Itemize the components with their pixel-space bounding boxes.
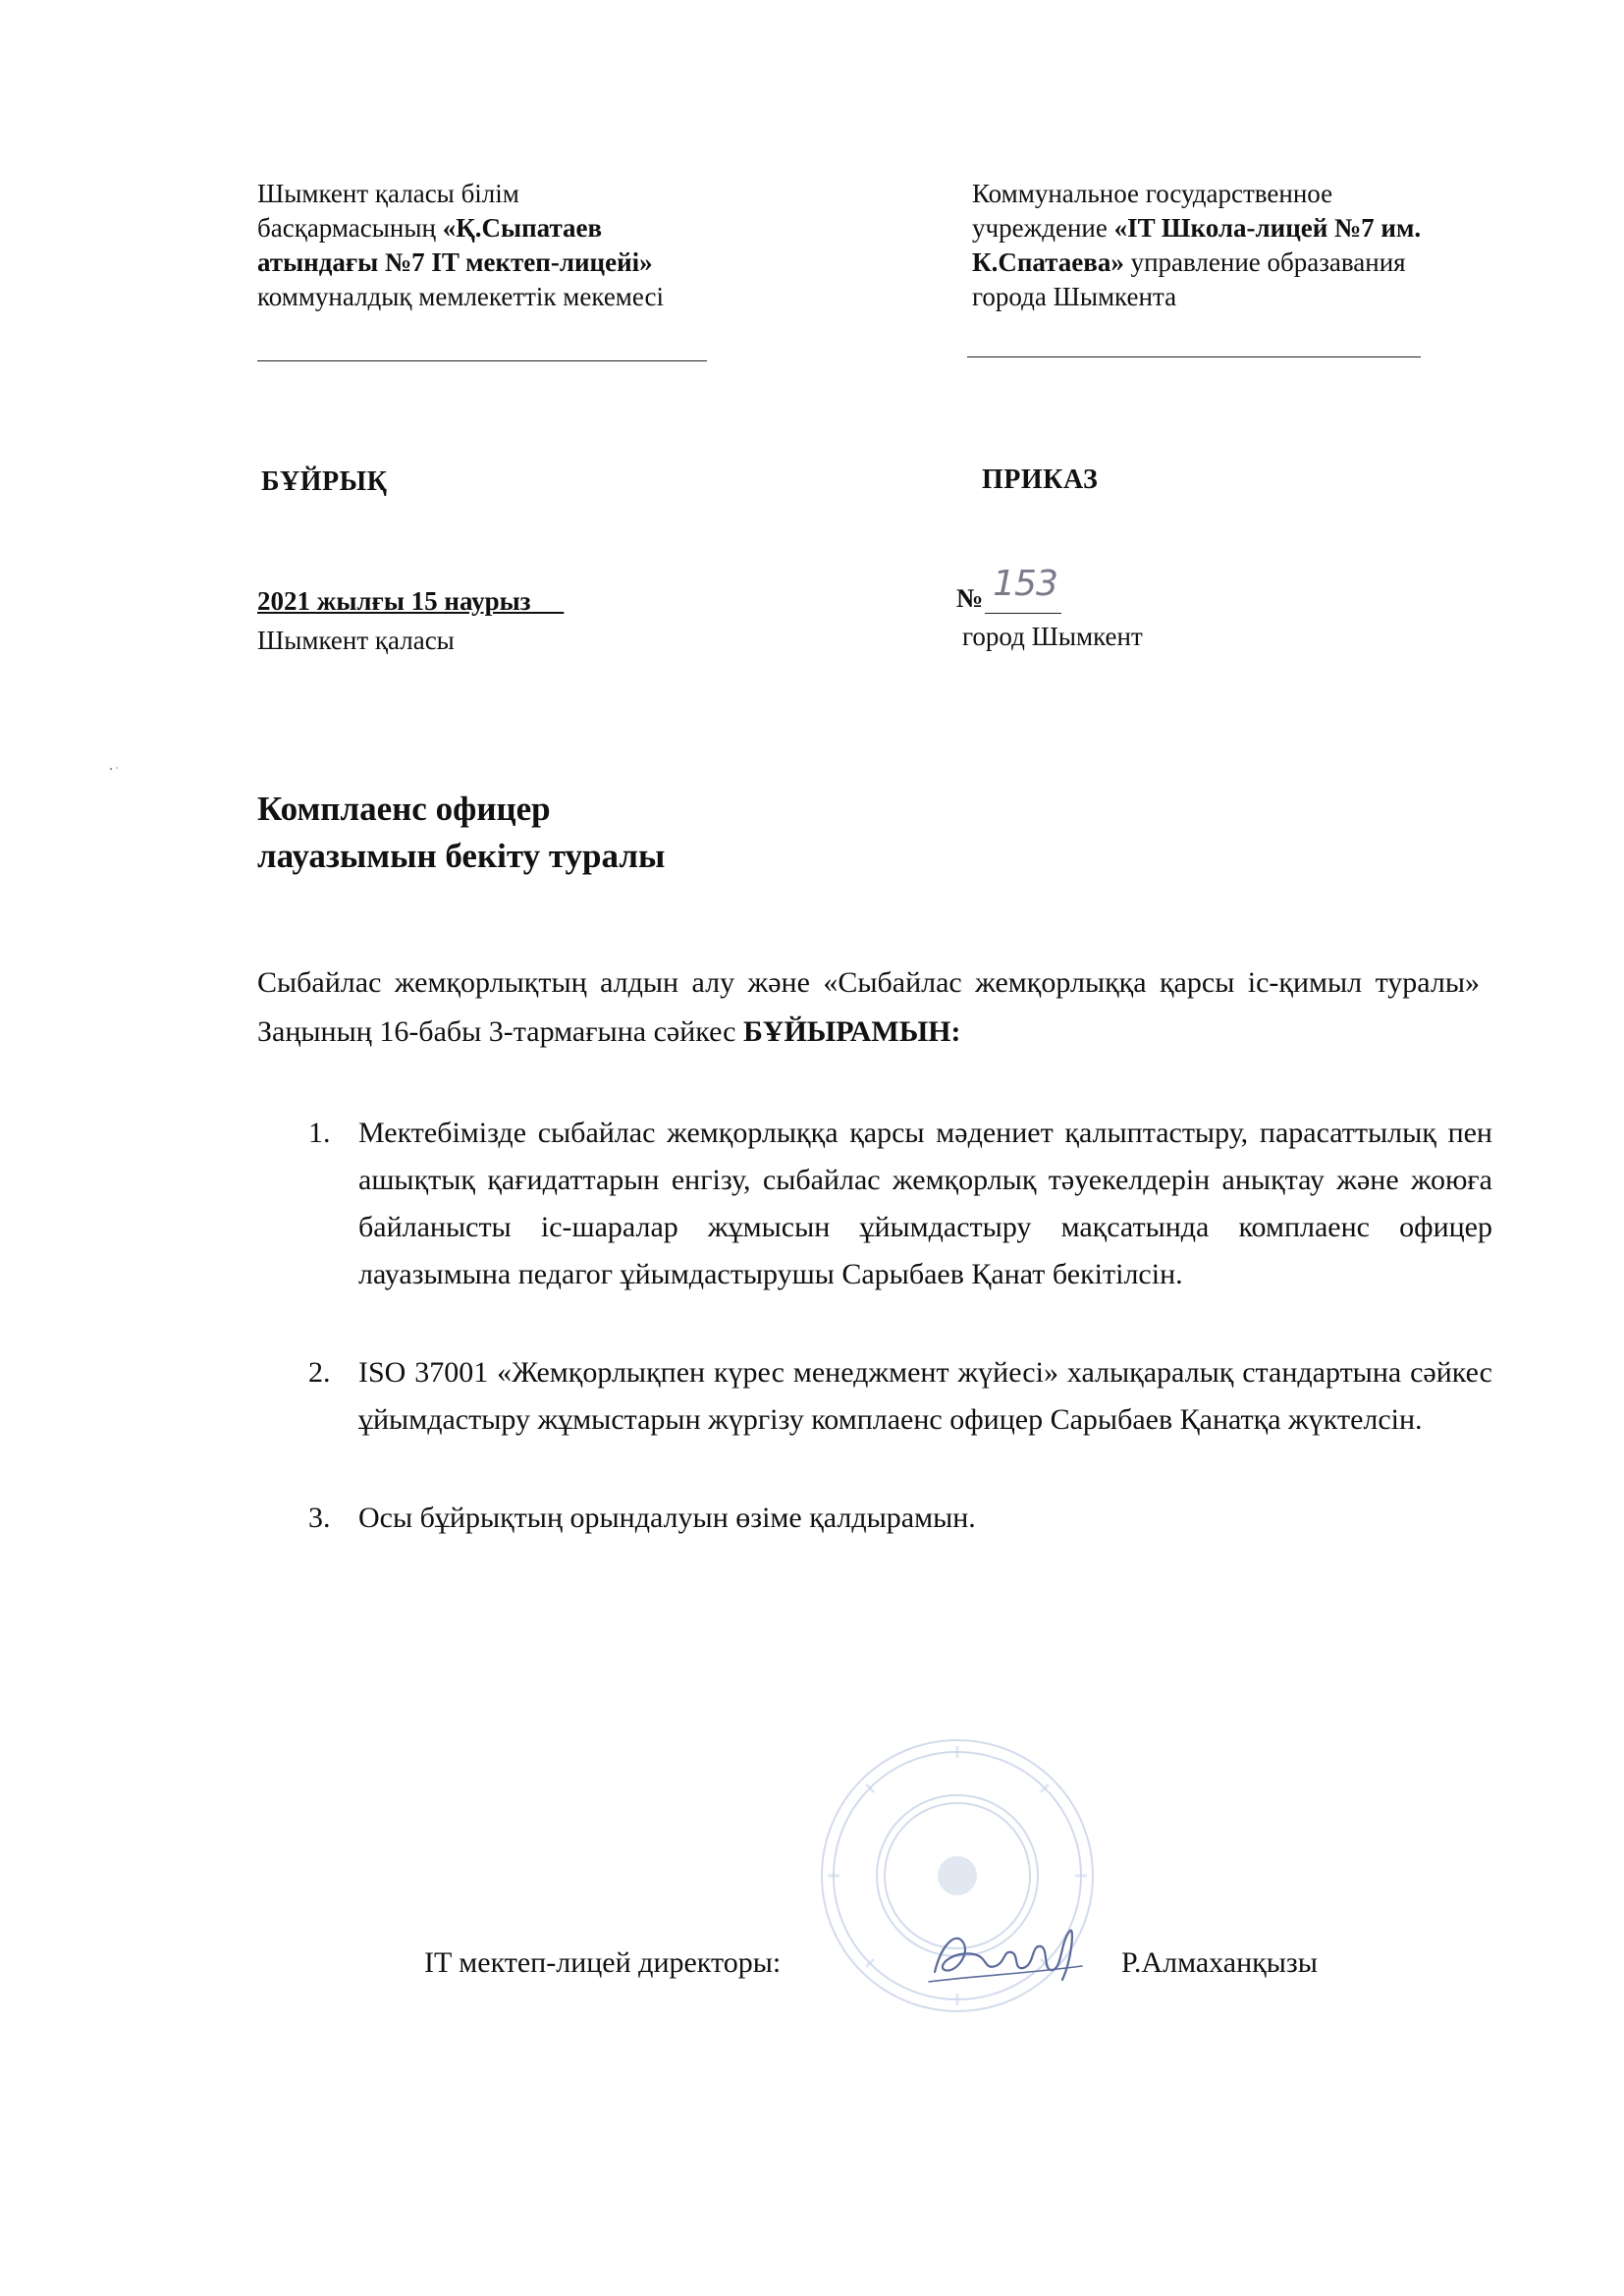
list-item (285, 1495, 1492, 1542)
item-text: Мектебімізде сыбайлас жемқорлыққа қарсы мәдениет қалыптастыру, парасаттылық пен ашықтық қағидаттарын енгізу, сыбайлас жемқорлық тәуекелдерін анықтау және жоюға байланысты іс-шаралар жұмысын ұйымдастыру мақсатында комплаенс офицер лауазымына педагог ұйымдастырушы Сарыбаев Қанат бекітілсін. (358, 1117, 1492, 1290)
header-kk-line4: коммуналдық мемлекеттік мекемесі (257, 282, 665, 311)
city-kk: Шымкент қаласы (257, 626, 455, 655)
header-ru-line3: К.Спатаева» управление образавания (972, 247, 1406, 277)
list-item (285, 1110, 1492, 1298)
header-kk-line2: басқармасының «Қ.Сыпатаев (257, 213, 603, 243)
handwritten-signature (915, 1911, 1092, 1999)
number-label: № (956, 583, 984, 613)
item-number: 3. (308, 1502, 331, 1534)
number-handwritten: 153 (993, 564, 1057, 604)
preamble (257, 958, 1480, 1057)
header-org-kk (257, 177, 719, 314)
order-items (285, 1110, 1492, 1593)
order-title (257, 786, 665, 880)
item-number: 2. (308, 1356, 331, 1389)
order-title-line1: Комплаенс офицер (257, 790, 551, 828)
preamble-text: Сыбайлас жемқорлықтың алдын алу және «Сыбайлас жемқорлыққа қарсы іс-қимыл туралы» Заңының 16-бабы 3-тармағына сәйкес (257, 966, 1480, 1048)
signatory-name: Р.Алмаханқызы (1121, 1946, 1318, 1979)
scan-speck (108, 766, 122, 772)
item-text: ISO 37001 «Жемқорлықпен күрес менеджмент жүйесі» халықаралық стандартына сәйкес ұйымдастыру жұмыстарын жүргізу комплаенс офицер Сарыбаев Қанатқа жүктелсін. (358, 1356, 1492, 1436)
order-date (257, 586, 564, 617)
header-ru-line1: Коммунальное государственное (972, 179, 1333, 208)
header-org-ru (972, 177, 1522, 314)
order-number (956, 564, 1061, 614)
preamble-bold: БҰЙЫРАМЫН: (742, 1015, 961, 1048)
list-item (285, 1349, 1492, 1444)
header-divider-right (967, 356, 1421, 357)
city-ru: город Шымкент (962, 622, 1143, 651)
order-date-text: 2021 жылғы 15 наурыз (257, 586, 531, 616)
signatory-position: IT мектеп-лицей директоры: (424, 1946, 782, 1979)
doc-type-kk: БҰЙРЫҚ (261, 466, 388, 497)
doc-type-ru: ПРИКАЗ (982, 465, 1099, 495)
header-kk-line3: атындағы №7 IT мектеп-лицейі» (257, 247, 653, 277)
header-ru-line2: учреждение «IT Школа-лицей №7 им. (972, 213, 1422, 243)
number-field (985, 564, 1061, 614)
item-text: Осы бұйрықтың орындалуын өзіме қалдырамын. (358, 1502, 976, 1534)
header-ru-line4: города Шымкента (972, 282, 1177, 311)
header-divider-left (257, 360, 707, 361)
item-number: 1. (308, 1117, 331, 1149)
header-kk-line1: Шымкент қаласы білім (257, 179, 519, 208)
order-title-line2: лауазымын бекіту туралы (257, 837, 666, 875)
